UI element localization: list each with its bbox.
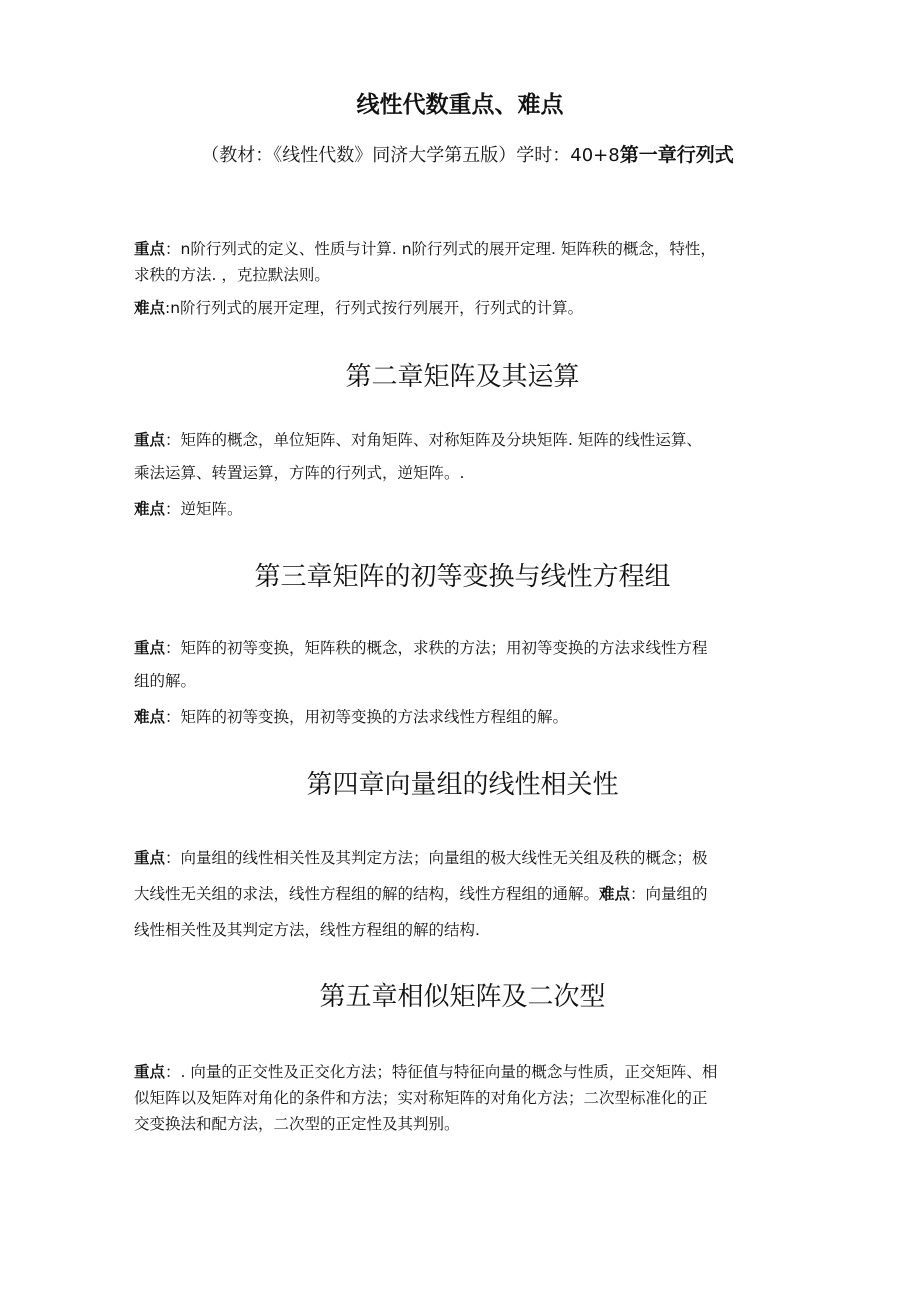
key-label: 重点 — [134, 639, 166, 657]
difficult-text: :n阶行列式的展开定理，行列式按行列展开，行列式的计算。 — [165, 299, 584, 317]
chapter2-difficult-points — [134, 493, 799, 526]
key-label: 重点 — [134, 849, 166, 867]
key-text: ：矩阵的概念，单位矩阵、对角矩阵、对称矩阵及分块矩阵. 矩阵的线性运算、 — [165, 431, 702, 449]
chapter3-title: 第三章矩阵的初等变换与线性方程组 — [254, 562, 671, 592]
difficult-text: ：向量组的 — [630, 885, 708, 903]
key-label: 重点 — [134, 1063, 166, 1081]
key-line: 交变换法和配方法，二次型的正定性及其判别。 — [134, 1115, 460, 1133]
key-line — [134, 1059, 799, 1085]
chapter3-key-points — [134, 632, 799, 698]
textbook-info: （教材：《线性代数》同济大学第五版）学时：40+8 — [201, 145, 620, 166]
key-text: ：. 向量的正交性及正交化方法；特征值与特征向量的概念与性质，正交矩阵、相 — [165, 1063, 718, 1081]
chapter1-difficult-points — [134, 295, 799, 321]
key-text: ：矩阵的初等变换，矩阵秩的概念，求秩的方法；用初等变换的方法求线性方程 — [165, 639, 708, 657]
difficult-line — [134, 295, 799, 321]
key-line: 乘法运算、转置运算，方阵的行列式，逆矩阵。. — [134, 464, 465, 482]
chapter5-title: 第五章相似矩阵及二次型 — [319, 982, 606, 1012]
chapter3-difficult-points — [134, 701, 799, 734]
chapter1-key-points — [134, 236, 799, 288]
chapter1-title: 第一章行列式 — [619, 144, 734, 166]
chapter5-key-points — [134, 1059, 799, 1137]
difficult-text: ：矩阵的初等变换，用初等变换的方法求线性方程组的解。 — [165, 708, 569, 726]
key-line: 似矩阵以及矩阵对角化的条件和方法；实对称矩阵的对角化方法；二次型标准化的正 — [134, 1089, 708, 1107]
chapter4-title: 第四章向量组的线性相关性 — [306, 770, 619, 800]
document-title: 线性代数重点、难点 — [356, 92, 564, 118]
key-text: ：向量组的线性相关性及其判定方法；向量组的极大线性无关组及秩的概念；极 — [165, 849, 708, 867]
key-line — [134, 876, 799, 912]
key-line — [134, 632, 799, 665]
key-line: 组的解。 — [134, 672, 197, 690]
key-label: 重点 — [134, 431, 166, 449]
difficult-text: ：逆矩阵。 — [165, 500, 243, 518]
key-line — [134, 424, 799, 457]
difficult-line — [134, 493, 799, 526]
key-line — [134, 236, 799, 262]
document-subtitle — [0, 140, 920, 171]
difficult-label: 难点 — [134, 299, 166, 317]
difficult-label: 难点 — [134, 708, 166, 726]
key-text: ：n阶行列式的定义、性质与计算. n阶行列式的展开定理. 矩阵秩的概念，特性， — [165, 240, 716, 258]
key-label: 重点 — [134, 240, 166, 258]
difficult-label: 难点 — [134, 500, 166, 518]
chapter2-key-points — [134, 424, 799, 490]
difficult-label: 难点 — [599, 885, 631, 903]
key-line — [134, 840, 799, 876]
key-line: 求秩的方法. ，克拉默法则。 — [134, 266, 330, 284]
key-text: 大线性无关组的求法，线性方程组的解的结构，线性方程组的通解。 — [134, 885, 600, 903]
chapter2-title: 第二章矩阵及其运算 — [345, 362, 580, 392]
chapter4-points — [134, 840, 799, 948]
difficult-line: 线性相关性及其判定方法，线性方程组的解的结构. — [134, 921, 480, 939]
difficult-line — [134, 701, 799, 734]
